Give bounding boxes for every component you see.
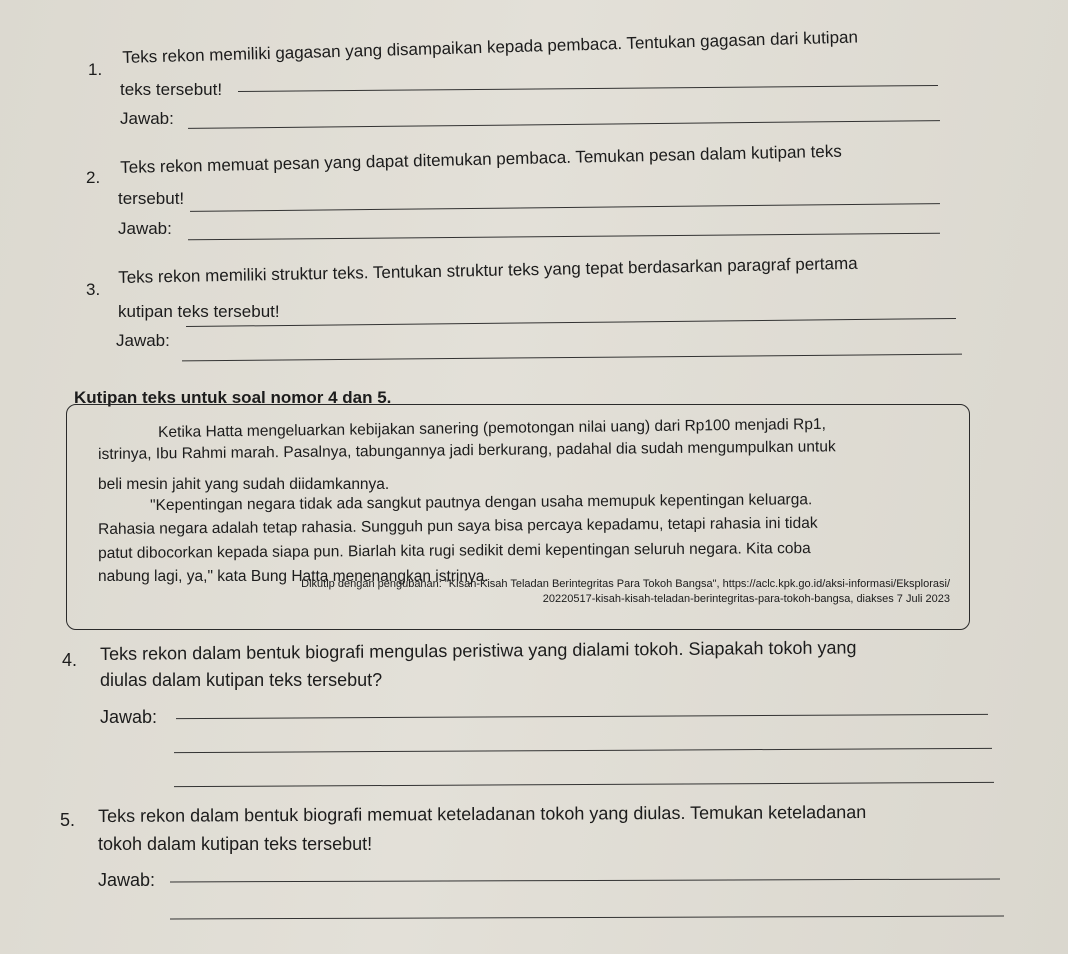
question-3-number: 3. xyxy=(86,280,101,299)
question-2-jawab-label: Jawab: xyxy=(118,219,172,238)
question-4-jawab-label: Jawab: xyxy=(100,707,158,727)
answer-line[interactable] xyxy=(170,916,1004,920)
question-5-number: 5. xyxy=(60,810,76,830)
question-2-number: 2. xyxy=(86,168,101,187)
excerpt-line: Rahasia negara adalah tetap rahasia. Sungguh pun saya bisa percaya kepadamu, tetapi rahasia ini tidak xyxy=(98,514,818,538)
question-2-text-line1: Teks rekon memuat pesan yang dapat ditemukan pembaca. Temukan pesan dalam kutipan teks xyxy=(120,141,842,177)
excerpt-line: Ketika Hatta mengeluarkan kebijakan sanering (pemotongan nilai uang) dari Rp100 menjadi Rp1, xyxy=(158,415,826,441)
excerpt-line: "Kepentingan negara tidak ada sangkut pautnya dengan usaha memupuk kepentingan keluarga. xyxy=(150,491,813,514)
answer-line[interactable] xyxy=(238,85,938,92)
answer-line[interactable] xyxy=(174,748,992,753)
question-1-jawab-label: Jawab: xyxy=(120,109,174,128)
answer-line[interactable] xyxy=(188,120,940,129)
question-3-text-line2: kutipan teks tersebut! xyxy=(118,302,280,321)
answer-line[interactable] xyxy=(174,782,994,787)
answer-line[interactable] xyxy=(190,203,940,212)
answer-line[interactable] xyxy=(186,318,956,327)
excerpt-line: nabung lagi, ya," kata Bung Hatta menenangkan istrinya. xyxy=(98,568,489,585)
excerpt-line: beli mesin jahit yang sudah diidamkannya. xyxy=(98,476,390,493)
answer-line[interactable] xyxy=(182,354,962,362)
question-3-jawab-label: Jawab: xyxy=(116,331,170,350)
question-5-text-line2: tokoh dalam kutipan teks tersebut! xyxy=(98,834,373,854)
question-4-text-line2: diulas dalam kutipan teks tersebut? xyxy=(100,670,383,690)
excerpt-line: patut dibocorkan kepada siapa pun. Biarlah kita rugi sedikit demi kepentingan seluruh negara. Kita coba xyxy=(98,540,811,562)
question-4-number: 4. xyxy=(62,650,78,670)
question-3-text-line1: Teks rekon memiliki struktur teks. Tentukan struktur teks yang tepat berdasarkan paragraf pertama xyxy=(118,253,858,287)
answer-line[interactable] xyxy=(188,233,940,241)
excerpt-line: istrinya, Ibu Rahmi marah. Pasalnya, tabungannya jadi berkurang, padahal dia sudah mengumpulkan untuk xyxy=(98,438,836,463)
excerpt-source-line1: Dikutip dengan pengubahan: "Kisah-Kisah Teladan Berintegritas Para Tokoh Bangsa", https://aclc.kpk.go.id/aksi-informasi/Eksplorasi/ xyxy=(301,578,950,590)
question-1-text-line1: Teks rekon memiliki gagasan yang disampaikan kepada pembaca. Tentukan gagasan dari kutipan xyxy=(122,27,859,67)
answer-line[interactable] xyxy=(176,714,988,719)
excerpt-source-line2: 20220517-kisah-kisah-teladan-berintegritas-para-tokoh-bangsa, diakses 7 Juli 2023 xyxy=(542,593,950,605)
excerpt-heading: Kutipan teks untuk soal nomor 4 dan 5. xyxy=(74,388,392,407)
question-5-text-line1: Teks rekon dalam bentuk biografi memuat keteladanan tokoh yang diulas. Temukan keteladanan xyxy=(98,801,867,826)
question-1-number: 1. xyxy=(88,60,103,79)
question-2-text-line2: tersebut! xyxy=(118,189,185,208)
answer-line[interactable] xyxy=(170,879,1000,883)
question-5-jawab-label: Jawab: xyxy=(98,870,156,890)
question-4-text-line1: Teks rekon dalam bentuk biografi mengulas peristiwa yang dialami tokoh. Siapakah tokoh yang xyxy=(100,637,857,664)
question-1-text-line2: teks tersebut! xyxy=(120,80,223,99)
